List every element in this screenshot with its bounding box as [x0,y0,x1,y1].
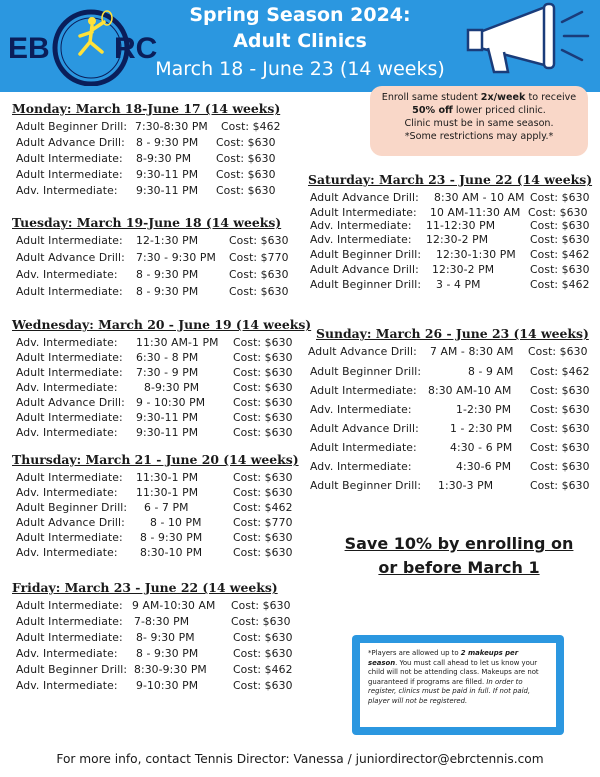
schedule-row: Adult Intermediate: 9:30-11 PM Cost: $630 [16,168,276,181]
title-line-3: March 18 - June 23 (14 weeks) [155,58,445,80]
schedule-row: Adult Beginner Drill: 7:30-8:30 PM Cost: $462 [16,120,281,133]
svg-text:RC: RC [114,32,158,65]
schedule-row: Adult Intermediate: 7:30 - 9 PM Cost: $630 [16,366,293,379]
saturday-title: Saturday: March 23 - June 22 (14 weeks) [308,172,593,187]
schedule-row: Adv. Intermediate: 11-12:30 PM Cost: $630 [310,219,590,232]
schedule-row: Adult Intermediate: 8-9:30 PM Cost: $630 [16,152,276,165]
schedule-row: Adv. Intermediate: 9-10:30 PM Cost: $630 [16,679,293,692]
title-line-1: Spring Season 2024: [189,4,411,26]
schedule-row: Adv. Intermediate: 8 - 9:30 PM Cost: $630 [16,268,289,281]
schedule-row: Adv. Intermediate: 8 - 9:30 PM Cost: $630 [16,647,293,660]
monday-title: Monday: March 18-June 17 (14 weeks) [12,101,281,116]
schedule-row: Adult Beginner Drill: 1:30-3 PM Cost: $630 [310,479,590,492]
promo-callout: Enroll same student 2x/week to receive 50% off lower priced clinic. Clinic must be in same season. *Some restrictions may apply.* [370,86,588,156]
schedule-row: Adult Beginner Drill: 8:30-9:30 PM Cost: $462 [16,663,293,676]
schedule-row: Adult Intermediate: 10 AM-11:30 AM Cost: $630 [310,206,588,219]
schedule-row: Adult Beginner Drill: 6 - 7 PM Cost: $462 [16,501,293,514]
sunday-title: Sunday: March 26 - June 23 (14 weeks) [316,326,589,341]
makeup-policy-text: *Players are allowed up to 2 makeups per season. You must call ahead to let us know your child will not be attending class. Makeups are not guaranteed if programs are filled. In order to register, clinics must be paid in full. If not paid, player will not be registered. [360,643,556,727]
schedule-row: Adult Advance Drill: 7 AM - 8:30 AM Cost: $630 [308,345,588,358]
thursday-title: Thursday: March 21 - June 20 (14 weeks) [12,452,299,467]
title-line-2: Adult Clinics [233,30,367,52]
schedule-row: Adult Advance Drill: 12:30-2 PM Cost: $630 [310,263,590,276]
friday-section [12,580,312,695]
schedule-row: Adv. Intermediate: 8-9:30 PM Cost: $630 [16,381,293,394]
schedule-row: Adult Advance Drill: 9 - 10:30 PM Cost: $630 [16,396,293,409]
schedule-row: Adv. Intermediate: 12:30-2 PM Cost: $630 [310,233,590,246]
schedule-row: Adv. Intermediate: 9:30-11 PM Cost: $630 [16,426,293,439]
schedule-row: Adult Advance Drill: 7:30 - 9:30 PM Cost: $770 [16,251,289,264]
schedule-row: Adult Advance Drill: 1 - 2:30 PM Cost: $630 [310,422,590,435]
schedule-row: Adult Intermediate: 9 AM-10:30 AM Cost: $630 [16,599,291,612]
schedule-row: Adult Intermediate: 6:30 - 8 PM Cost: $630 [16,351,293,364]
schedule-row: Adult Intermediate: 7-8:30 PM Cost: $630 [16,615,291,628]
saturday-section [308,172,598,293]
schedule-row: Adult Intermediate: 12-1:30 PM Cost: $630 [16,234,289,247]
schedule-row: Adult Advance Drill: 8 - 10 PM Cost: $770 [16,516,293,529]
tuesday-title: Tuesday: March 19-June 18 (14 weeks) [12,215,282,230]
sunday-section [308,326,598,498]
schedule-row: Adult Advance Drill: 8 - 9:30 PM Cost: $630 [16,136,276,149]
schedule-row: Adult Beginner Drill: 8 - 9 AM Cost: $462 [310,365,590,378]
schedule-row: Adult Advance Drill: 8:30 AM - 10 AM Cost: $630 [310,191,590,204]
early-bird-discount: Save 10% by enrolling on or before March 1 [344,534,574,577]
megaphone-icon [458,2,598,90]
svg-text:EB: EB [8,32,50,65]
tuesday-section [12,215,312,302]
monday-section [12,101,312,200]
schedule-row: Adv. Intermediate: 11:30 AM-1 PM Cost: $630 [16,336,293,349]
schedule-row: Adult Intermediate: 8 - 9:30 PM Cost: $630 [16,285,289,298]
schedule-row: Adult Beginner Drill: 12:30-1:30 PM Cost: $462 [310,248,590,261]
schedule-row: Adult Intermediate: 8:30 AM-10 AM Cost: $630 [310,384,590,397]
makeup-policy-box [352,635,564,735]
friday-title: Friday: March 23 - June 22 (14 weeks) [12,580,278,595]
schedule-row: Adv. Intermediate: 11:30-1 PM Cost: $630 [16,486,293,499]
schedule-row: Adv. Intermediate: 1-2:30 PM Cost: $630 [310,403,590,416]
schedule-row: Adult Beginner Drill: 3 - 4 PM Cost: $462 [310,278,590,291]
schedule-row: Adv. Intermediate: 4:30-6 PM Cost: $630 [310,460,590,473]
schedule-row: Adv. Intermediate: 9:30-11 PM Cost: $630 [16,184,276,197]
schedule-row: Adult Intermediate: 9:30-11 PM Cost: $630 [16,411,293,424]
schedule-row: Adult Intermediate: 4:30 - 6 PM Cost: $630 [310,441,590,454]
header-banner [0,0,600,92]
wednesday-title: Wednesday: March 20 - June 19 (14 weeks) [12,317,312,332]
schedule-row: Adult Intermediate: 8 - 9:30 PM Cost: $630 [16,531,293,544]
thursday-section [12,452,312,561]
schedule-row: Adv. Intermediate: 8:30-10 PM Cost: $630 [16,546,293,559]
schedule-row: Adult Intermediate: 8- 9:30 PM Cost: $630 [16,631,293,644]
footer-contact: For more info, contact Tennis Director: Vanessa / juniordirector@ebrctennis.com [56,752,544,766]
schedule-row: Adult Intermediate: 11:30-1 PM Cost: $630 [16,471,293,484]
wednesday-section [12,317,312,441]
